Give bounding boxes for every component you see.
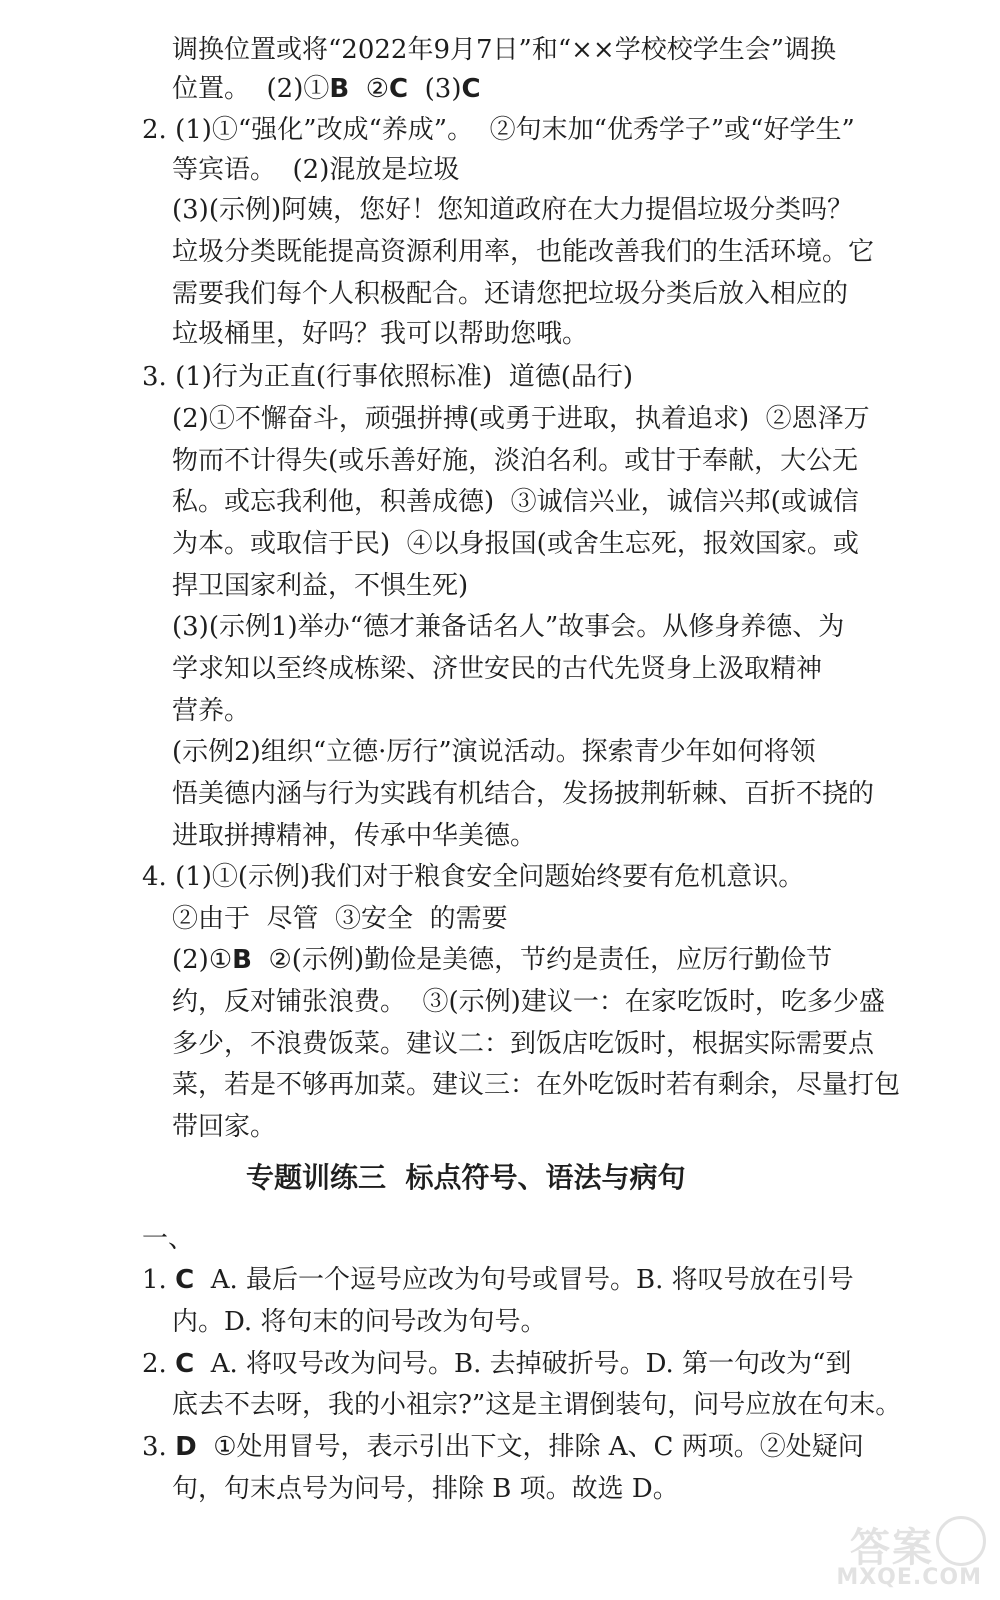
text-line: 需要我们每个人积极配合。还请您把垃圾分类后放入相应的	[172, 279, 849, 309]
text-line: 垃圾桶里，好吗？我可以帮助您哦。	[172, 319, 589, 349]
question-2: 2. (1)①“强化”改成“养成”。 ②句末加“优秀学子”或“好学生”	[142, 115, 855, 145]
text-line: 营养。	[172, 696, 251, 726]
text-span: A. 最后一个逗号应改为句号或冒号。B. 将叹号放在引号	[194, 1265, 854, 1295]
answer-letter: C	[175, 1265, 195, 1295]
answer-letter: C	[461, 74, 481, 104]
question-4: 4. (1)①(示例)我们对于粮食安全问题始终要有危机意识。	[142, 862, 805, 892]
text-line: (3)(示例)阿姨，您好！您知道政府在大力提倡垃圾分类吗？	[172, 195, 854, 225]
text-line: 为本。或取信于民) ④以身报国(或舍生忘死，报效国家。或	[172, 529, 859, 559]
answer-letter: C	[389, 74, 409, 104]
answer-letter: B	[232, 945, 252, 975]
text-line: 内。D. 将句末的问号改为句号。	[172, 1307, 547, 1337]
text-line: 句，句末点号为问号，排除 B 项。故选 D。	[172, 1474, 679, 1504]
text-line: 捍卫国家利益，不惧生死)	[172, 571, 469, 601]
text-span: (2)①	[172, 945, 233, 975]
text-line: 约，反对铺张浪费。 ③(示例)建议一：在家吃饭时，吃多少盛	[172, 987, 885, 1017]
text-line: 多少，不浪费饭菜。建议二：到饭店吃饭时，根据实际需要点	[172, 1029, 875, 1059]
text-line: ②由于 尽管 ③安全 的需要	[172, 904, 508, 934]
watermark-top-text: 答案	[850, 1525, 934, 1571]
watermark-seal-icon	[936, 1516, 986, 1566]
text-line: 进取拼搏精神，传承中华美德。	[172, 821, 537, 851]
text-span: ②	[349, 74, 390, 104]
question-2b	[142, 1351, 851, 1377]
text-line: 菜，若是不够再加菜。建议三：在外吃饭时若有剩余，尽量打包	[172, 1070, 901, 1100]
text-span: 位置。 (2)①	[172, 74, 330, 104]
text-line: (示例2)组织“立德·厉行”演说活动。探索青少年如何将领	[172, 737, 816, 767]
section-title: 专题训练三 标点符号、语法与病句	[246, 1161, 686, 1194]
text-span: ②(示例)勤俭是美德，节约是责任，应厉行勤俭节	[251, 945, 833, 975]
text-span: 2.	[142, 1349, 176, 1379]
text-line: 私。或忘我利他，积善成德) ③诚信兴业，诚信兴邦(或诚信	[172, 487, 859, 517]
text-span: A. 将叹号改为问号。B. 去掉破折号。D. 第一句改为“到	[194, 1349, 852, 1379]
answer-letter: D	[175, 1432, 197, 1462]
question-1	[142, 1267, 854, 1293]
text-line: 学求知以至终成栋梁、济世安民的古代先贤身上汲取精神	[172, 654, 823, 684]
text-span: 1.	[142, 1265, 176, 1295]
text-span: ①处用冒号，表示引出下文，排除 A、C 两项。②处疑问	[196, 1432, 864, 1462]
text-span: (3)	[408, 74, 462, 104]
section-number: 一、	[142, 1224, 195, 1254]
text-line: (2)①不懈奋斗，顽强拼搏(或勇于进取，执着追求) ②恩泽万	[172, 404, 870, 434]
text-line: 调换位置或将“2022年9月7日”和“××学校校学生会”调换	[172, 35, 836, 65]
text-line: 带回家。	[172, 1112, 277, 1142]
text-line: (3)(示例1)举办“德才兼备话名人”故事会。从修身养德、为	[172, 612, 845, 642]
question-3b	[142, 1434, 864, 1460]
text-line: 悟美德内涵与行为实践有机结合，发扬披荆斩棘、百折不挠的	[172, 779, 875, 809]
text-line: 等宾语。 (2)混放是垃圾	[172, 155, 460, 185]
watermark-logo	[806, 1516, 986, 1590]
question-3: 3. (1)行为正直(行事依照标准) 道德(品行)	[142, 362, 634, 392]
watermark-bottom-text: MXQE.COM	[836, 1565, 982, 1590]
text-line: 底去不去呀，我的小祖宗?”这是主谓倒装句，问号应放在句末。	[172, 1390, 902, 1420]
answer-letter: B	[329, 74, 350, 104]
text-line	[172, 947, 832, 973]
answer-letter: C	[175, 1349, 195, 1379]
text-line: 垃圾分类既能提高资源利用率，也能改善我们的生活环境。它	[172, 237, 875, 267]
text-line: 物而不计得失(或乐善好施，淡泊名利。或甘于奉献，大公无	[172, 446, 859, 476]
text-span: 3.	[142, 1432, 176, 1462]
text-line	[172, 76, 481, 102]
